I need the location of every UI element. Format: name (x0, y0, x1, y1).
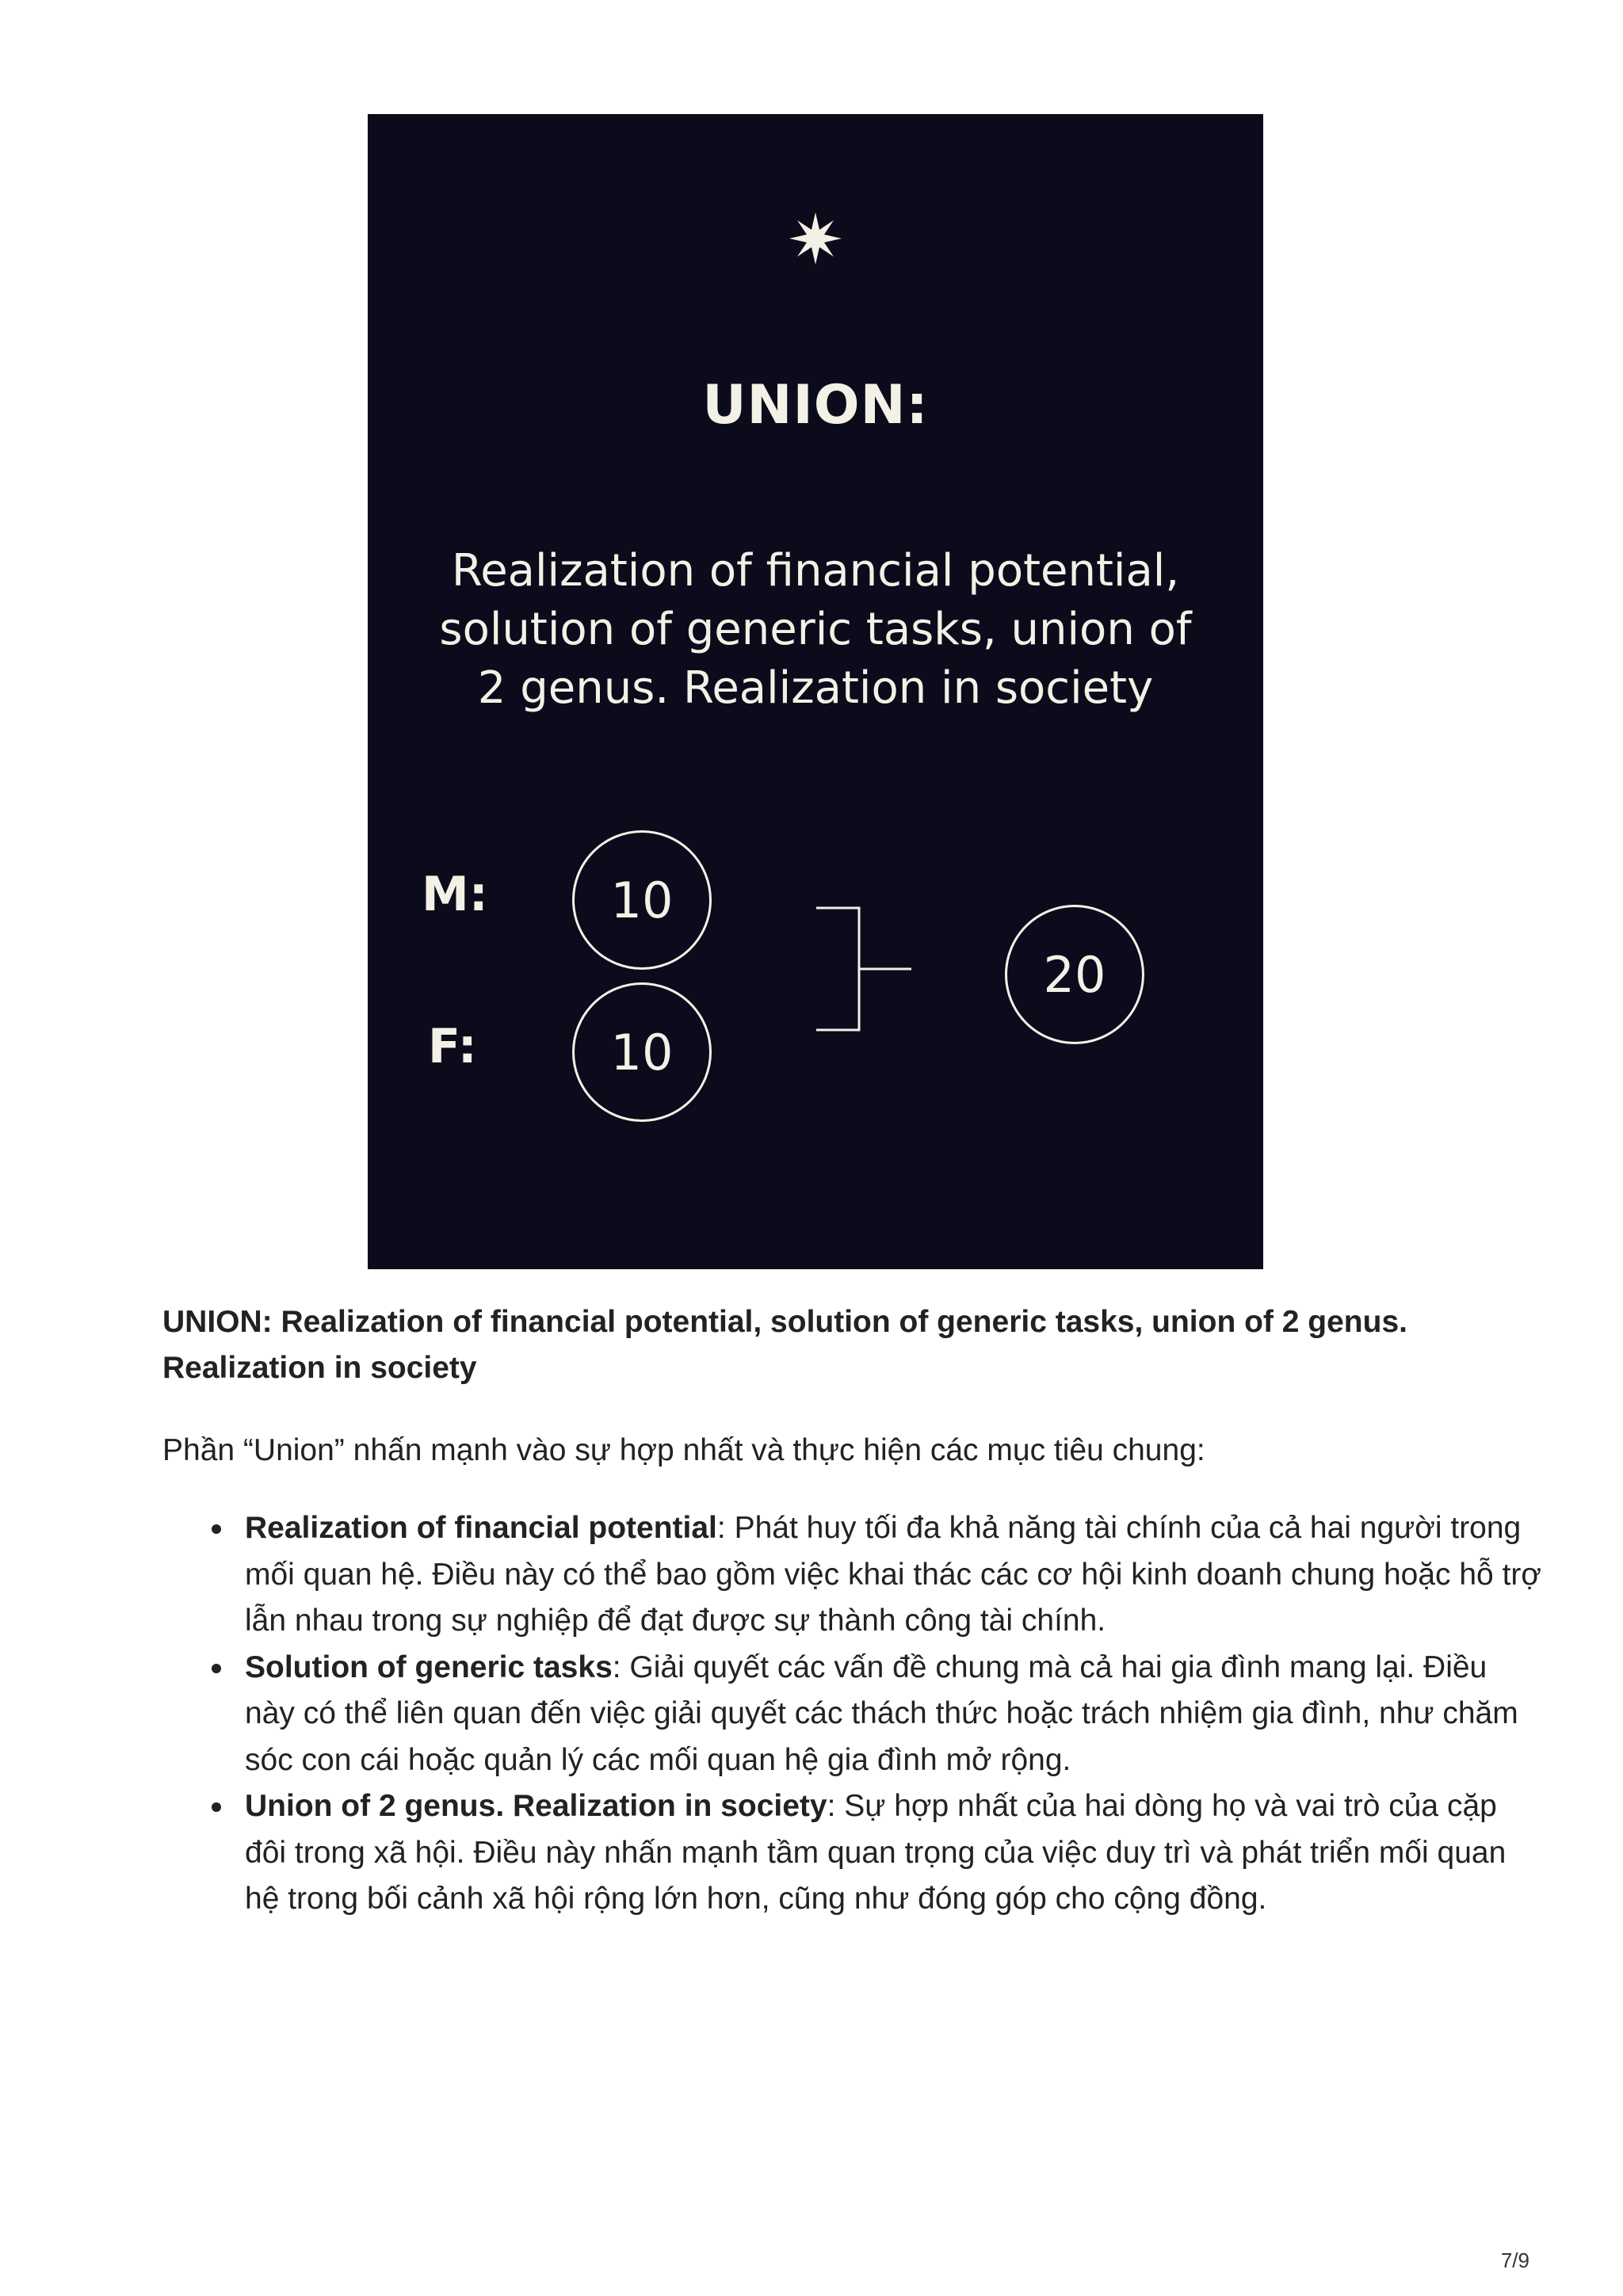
card-description-line: solution of generic tasks, union of (439, 604, 1192, 655)
male-label: M: (422, 867, 488, 922)
card-description-line: 2 genus. Realization in society (477, 662, 1154, 714)
female-value-circle: 10 (572, 982, 712, 1122)
list-item-term: Realization of financial potential (245, 1511, 717, 1545)
image-caption: UNION: Realization of financial potential, solution of generic tasks, union of 2 genus. Realization in society (162, 1305, 1407, 1385)
list-item-term: Union of 2 genus. Realization in society (245, 1789, 827, 1823)
list-item (245, 1505, 1545, 1645)
list-item-text: : Giải quyết các vấn đề chung mà cả hai gia đình mang lại. Điều này có thể liên quan đến việc giải quyết các thách thức hoặc trách nhiệm gia đình, như chăm sóc con cái hoặc quản lý các mối quan hệ gia đình mở rộng. (245, 1650, 1518, 1777)
page-number: 7/9 (1500, 2248, 1529, 2272)
intro-paragraph: Phần “Union” nhấn mạnh vào sự hợp nhất và thực hiện các mục tiêu chung: (162, 1433, 1205, 1467)
list-item-term: Solution of generic tasks (245, 1650, 613, 1684)
total-value-circle: 20 (1005, 905, 1144, 1044)
male-value-circle: 10 (572, 830, 712, 970)
list-item-text: : Phát huy tối đa khả năng tài chính của cả hai người trong mối quan hệ. Điều này có thể bao gồm việc khai thác các cơ hội kinh doanh chung hoặc hỗ trợ lẫn nhau trong sự nghiệp để đạt được sự thành công tài chính. (245, 1511, 1541, 1638)
female-label: F: (428, 1019, 477, 1074)
list-item (245, 1783, 1545, 1923)
card-description (368, 542, 1263, 718)
bullet-list (162, 1505, 1545, 1923)
star-icon (788, 211, 843, 266)
card-description-line: Realization of financial potential, (451, 545, 1180, 597)
card-title: UNION: (702, 374, 929, 437)
union-card-image (368, 114, 1263, 1269)
list-item (245, 1645, 1545, 1784)
list-item-text: : Sự hợp nhất của hai dòng họ và vai trò của cặp đôi trong xã hội. Điều này nhấn mạnh tầm quan trọng của việc duy trì và phát triển mối quan hệ trong bối cảnh xã hội rộng lớn hơn, cũng như đóng góp cho cộng đồng. (245, 1789, 1507, 1916)
sum-bracket (815, 906, 918, 1033)
